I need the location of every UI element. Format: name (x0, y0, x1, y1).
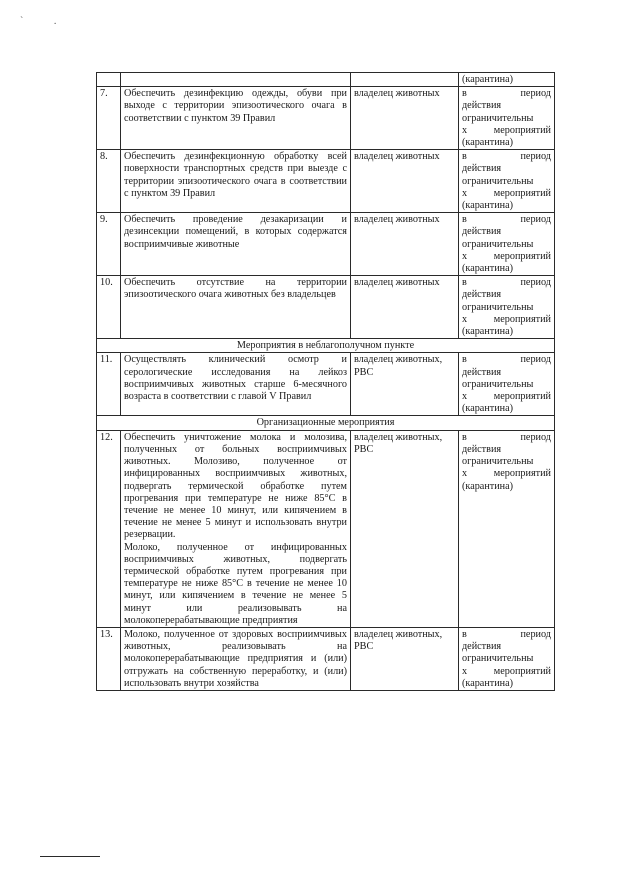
term-line: х мероприятий (462, 665, 551, 677)
term-line: в период (462, 277, 551, 289)
term-line: действия (462, 226, 502, 238)
row-number: 7. (97, 87, 121, 150)
section-heading: Организационные мероприятия (97, 416, 555, 430)
responsible-cell: владелец животных (351, 276, 459, 339)
measure-text: Обеспечить дезинфекцию одежды, обуви при выходе с территории эпизоотического очага в соответствии с пунктом 39 Правил (121, 87, 351, 150)
measure-text: Молоко, полученное от здоровых восприимчивых животных, реализовывать на молокоперерабатывающие предприятия и (или) отгружать на собственную переработку, и (или) использовать внутри хозяйства (121, 627, 351, 690)
table-row (97, 150, 555, 213)
term-line: в период (462, 88, 551, 100)
term-cell (459, 276, 555, 339)
responsible-cell: владелец животных (351, 213, 459, 276)
term-cell (459, 87, 555, 150)
row-number: 9. (97, 213, 121, 276)
section-heading: Мероприятия в неблагополучном пункте (97, 339, 555, 353)
term-cell (459, 213, 555, 276)
term-cell (459, 353, 555, 416)
responsible-cell: владелец животных, РВС (351, 627, 459, 690)
table-row-continuation (97, 73, 555, 87)
term-line: в период (462, 214, 551, 226)
term-line: ограничительны (462, 238, 534, 250)
measure-paragraph: Молоко, полученное от инфицированных восприимчивых животных, подвергать термической обработке путем прогревания при температуре не ниже 85°С в течение не менее 10 минут, или кипячением в течение не менее 5 минут или реализовывать на молокоперерабатывающие предприятия (124, 541, 347, 626)
responsible-cell (351, 73, 459, 87)
term-line: действия (462, 289, 502, 301)
table-row (97, 627, 555, 690)
responsible-cell: владелец животных (351, 87, 459, 150)
term-line: (карантина) (462, 326, 514, 338)
table-row (97, 430, 555, 627)
term-line: х мероприятий (462, 391, 551, 403)
table-row (97, 213, 555, 276)
row-number: 10. (97, 276, 121, 339)
term-line: (карантина) (462, 403, 514, 415)
term-line: (карантина) (462, 200, 514, 212)
table-row (97, 353, 555, 416)
measure-text: Обеспечить отсутствие на территории эпизоотического очага животных без владельцев (121, 276, 351, 339)
section-row (97, 416, 555, 430)
term-line: действия (462, 443, 502, 455)
term-line: (карантина) (462, 137, 514, 149)
measure-text: Осуществлять клинический осмотр и серологические исследования на лейкоз восприимчивых животных старше 6-месячного возраста в соответствии с главой V Правил (121, 353, 351, 416)
term-line: (карантина) (462, 480, 514, 492)
term-line: действия (462, 163, 502, 175)
measure-text (121, 73, 351, 87)
term-line: ограничительны (462, 653, 534, 665)
term-line: действия (462, 366, 502, 378)
term-line: в период (462, 431, 551, 443)
term-line: (карантина) (462, 677, 514, 689)
responsible-cell: владелец животных, РВС (351, 430, 459, 627)
term-line: х мероприятий (462, 250, 551, 262)
term-line: х мероприятий (462, 313, 551, 325)
measure-text: Обеспечить проведение дезакаризации и дезинсекции помещений, в которых содержатся восприимчивые животные (121, 213, 351, 276)
term-line: ограничительны (462, 112, 534, 124)
row-number: 13. (97, 627, 121, 690)
row-number: 12. (97, 430, 121, 627)
row-number: 8. (97, 150, 121, 213)
term-line: действия (462, 641, 502, 653)
responsible-cell: владелец животных, РВС (351, 353, 459, 416)
measure-text (121, 430, 351, 627)
term-line: х мероприятий (462, 124, 551, 136)
section-row (97, 339, 555, 353)
term-line: ограничительны (462, 175, 534, 187)
footnote-separator (40, 856, 100, 857)
table-row (97, 87, 555, 150)
term-line: ограничительны (462, 301, 534, 313)
term-line: (карантина) (462, 263, 514, 275)
term-line: в период (462, 354, 551, 366)
measure-text: Обеспечить дезинфекционную обработку всей поверхности транспортных средств при выезде с территории эпизоотического очага в соответствии с пунктом 39 Правил (121, 150, 351, 213)
term-line: х мероприятий (462, 468, 551, 480)
row-number (97, 73, 121, 87)
scan-marks: ` . (20, 16, 71, 27)
measures-table (96, 72, 555, 691)
term-line: в период (462, 151, 551, 163)
row-number: 11. (97, 353, 121, 416)
table-row (97, 276, 555, 339)
term-cell (459, 627, 555, 690)
term-line: в период (462, 628, 551, 640)
term-line: ограничительны (462, 456, 534, 468)
term-cell (459, 430, 555, 627)
term-line: х мероприятий (462, 187, 551, 199)
term-line: ограничительны (462, 378, 534, 390)
responsible-cell: владелец животных (351, 150, 459, 213)
term-cell (459, 150, 555, 213)
measure-paragraph: Обеспечить уничтожение молока и молозива, полученных от больных восприимчивых животных. Молозиво, полученное от инфицированных восприимчивых животных, подвергать термической обработке путем прогревания при температуре не ниже 85°С в течение не менее 10 минут, или кипячением в течение не менее 5 минут и использовать внутри резервации. (124, 431, 347, 541)
term-line: действия (462, 100, 502, 112)
term-cell: (карантина) (459, 73, 555, 87)
